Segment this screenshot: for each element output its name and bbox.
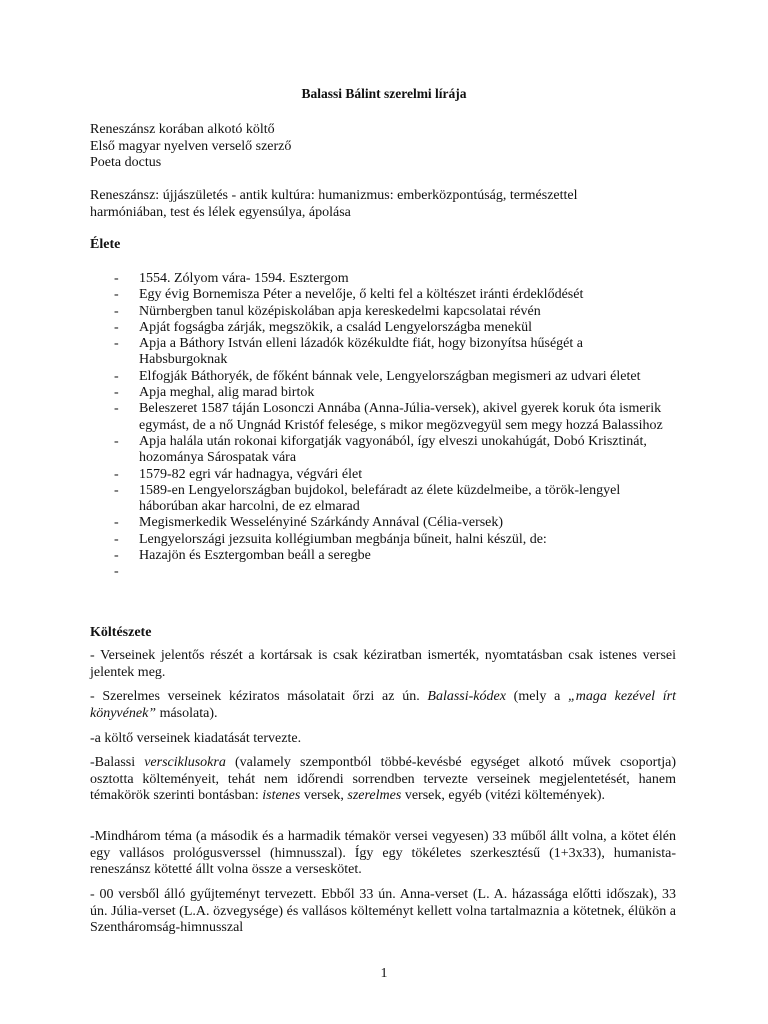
emphasis-term: szerelmes	[347, 788, 402, 803]
quote-text: „maga kezével írt könyvének”	[90, 689, 677, 721]
paragraph-text: (valamely szempontból többé-kevésbé egységet alkotó művek csoportja) osztotta költeményeit, tehát nem időrendi sorrendben tervezte verseinek megjelentetését, hanem témakörök szerinti bontásban:	[90, 755, 676, 803]
list-item: - Elfogják Báthoryék, de főként bánnak vele, Lengyelországban megismeri az udvari életet	[114, 369, 674, 385]
intro-line-1: Reneszánsz korában alkotó költő	[90, 122, 275, 137]
paragraph-text: (mely a	[505, 689, 569, 704]
poetry-paragraph-3: -a költő verseinek kiadatását tervezte.	[90, 731, 302, 746]
paragraph-text: -Balassi	[90, 755, 145, 770]
list-item: - Apja a Báthory István elleni lázadók közékuldte fiát, hogy bizonyítsa hűségét a Habsburgoknak	[114, 336, 674, 369]
list-item: - Lengyelországi jezsuita kollégiumban megbánja bűneit, halni készül, de:	[114, 532, 674, 548]
paragraph-text: másolata).	[156, 705, 218, 721]
list-item: - 1554. Zólyom vára- 1594. Esztergom	[114, 271, 674, 287]
paragraph-text: versek, egyéb (vitézi költemények).	[401, 788, 606, 803]
life-list	[114, 271, 674, 564]
list-item: - Apja halála után rokonai kiforgatják vagyonából, így elveszi unokahúgát, Dobó Krisztinát, hozománya Sárospatak vára	[114, 434, 674, 467]
intro-line-2: Első magyar nyelven verselő szerző	[90, 139, 292, 154]
poetry-heading: Költészete	[90, 625, 152, 640]
emphasis-term: istenes	[262, 788, 301, 803]
codex-name: Balassi-kódex	[427, 689, 506, 704]
emphasis-term: versciklusokra	[144, 755, 226, 770]
list-item: - 1579-82 egri vár hadnagya, végvári élet	[114, 467, 674, 483]
list-item: - Egy évig Bornemisza Péter a nevelője, ő kelti fel a költészet iránti érdeklődését	[114, 287, 674, 303]
poetry-paragraph-5: -Mindhárom téma (a második és a harmadik témakör versei vegyesen) 33 műből állt volna, a kötet élén egy vallásos prológusverssel (himnusszal). Így egy tökéletes szerkesztésű (1+3x33), humanista-reneszánsz kötetté állt volna össze a verseskötet.	[90, 829, 676, 877]
poetry-paragraph-2	[90, 689, 676, 722]
renaissance-definition-line-1: Reneszánsz: újjászületés - antik kultúra: humanizmus: emberközpontúság, természettel	[90, 188, 578, 203]
list-item: - Nürnbergben tanul középiskolában apja kereskedelmi kapcsolatai révén	[114, 304, 674, 320]
poetry-paragraph-4	[90, 755, 676, 805]
life-heading: Élete	[90, 237, 121, 252]
paragraph-text: versek,	[300, 788, 348, 803]
list-item: - Apja meghal, alig marad birtok	[114, 385, 674, 401]
list-item: - Hazajön és Esztergomban beáll a seregbe	[114, 548, 674, 564]
poetry-paragraph-1: - Verseinek jelentős részét a kortársak is csak kéziratban ismerték, nyomtatásban csak istenes versei jelentek meg.	[90, 648, 676, 680]
page-number: 1	[380, 966, 388, 981]
list-item: - Beleszeret 1587 táján Losonczi Annába (Anna-Júlia-versek), akivel gyerek koruk óta ismerik egymást, de a nő Ungnád Kristóf felesége, s mikor megözvegyül sem megy hozzá Balassihoz	[114, 401, 674, 434]
list-item: - Apját fogságba zárják, megszökik, a család Lengyelországba menekül	[114, 320, 674, 336]
list-item: - Megismerkedik Wesselényiné Szárkándy Annával (Célia-versek)	[114, 515, 674, 531]
paragraph-text: - Szerelmes verseinek kéziratos másolatait őrzi az ún.	[90, 689, 428, 704]
document-title: Balassi Bálint szerelmi lírája	[301, 86, 467, 101]
poetry-paragraph-6: - 00 versből álló gyűjteményt tervezett. Ebből 33 ún. Anna-verset (L. A. házassága előtti időszak), 33 ún. Júlia-verset (L.A. özvegysége) és vallásos költeményt kellett volna tartalmaznia a kötetnek, élükön a Szentháromság-himnusszal	[90, 887, 676, 935]
list-item: - 1589-en Lengyelországban bujdokol, belefáradt az élete küzdelmeibe, a török-lengyel háborúban akar harcolni, de ez elmarad	[114, 483, 674, 516]
renaissance-definition-line-2: harmóniában, test és lélek egyensúlya, ápolása	[90, 205, 351, 220]
intro-line-3: Poeta doctus	[90, 155, 162, 170]
